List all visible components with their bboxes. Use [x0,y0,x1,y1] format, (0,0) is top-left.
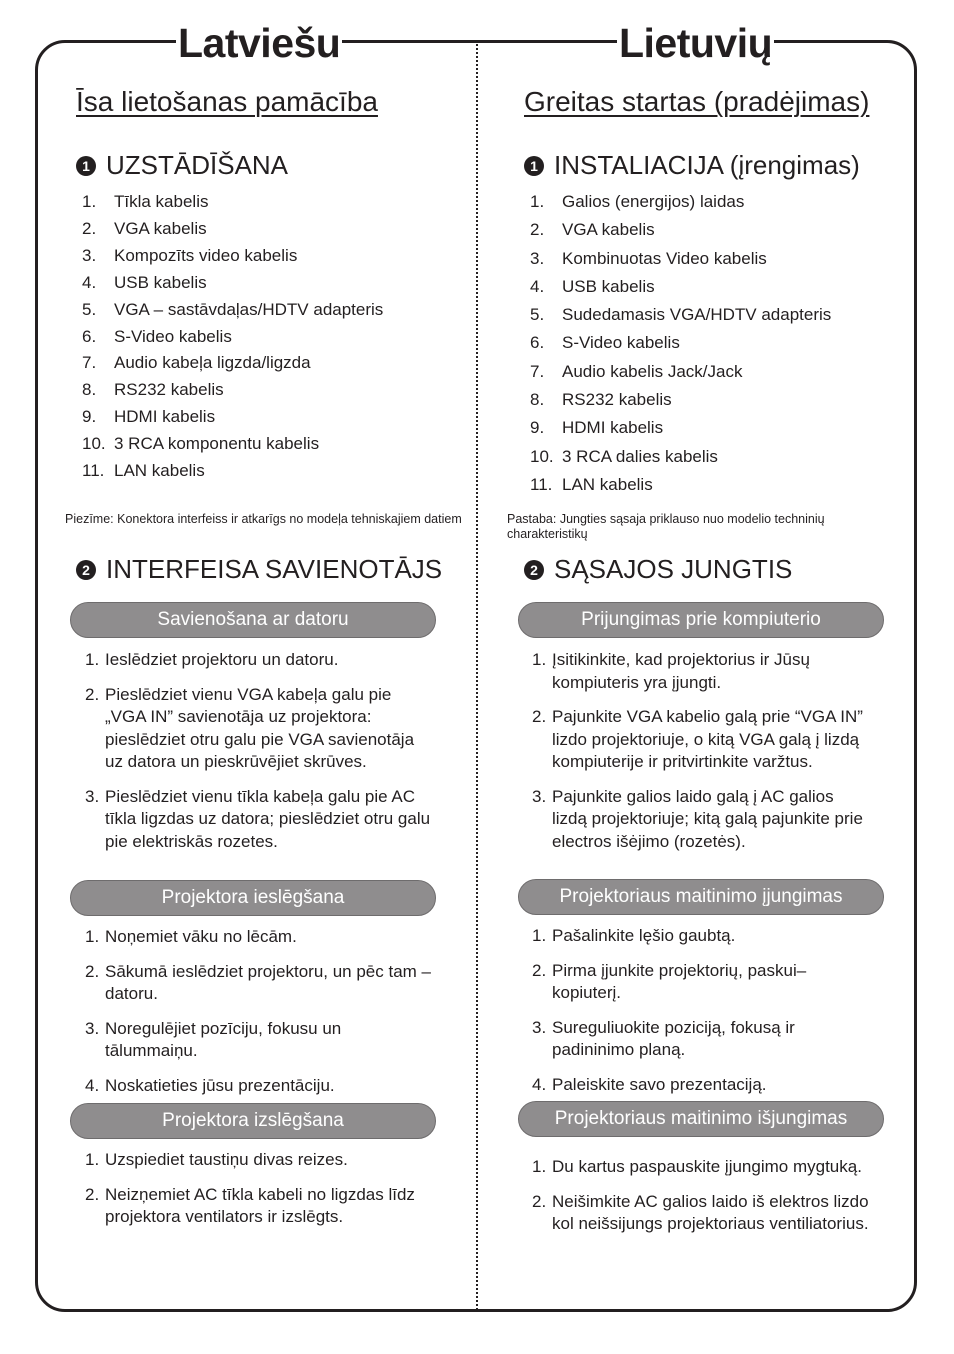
number-one-badge: 1 [524,156,544,176]
lithuanian-title: Lietuvių [619,20,773,66]
latvian-power-off-steps [85,1149,435,1229]
list-item-text: Kompozīts video kabelis [114,245,298,265]
list-item-text: Pajunkite VGA kabelio galą prie “VGA IN” lizdo projektoriuje, o kitą VGA galą į lizdą kompiuterije ir pritvirtinkite varžtus. [552,707,863,771]
list-item [82,324,383,351]
list-item-number: 9. [82,407,97,427]
list-item [530,443,831,471]
latvian-connect-steps [85,649,435,853]
list-item [532,786,872,854]
list-item [532,1191,872,1236]
latvian-title: Latviešu [178,20,341,66]
list-item [530,329,831,357]
list-item-number: 1. [85,927,100,946]
list-item [85,786,435,854]
list-item [532,649,872,694]
list-item [530,216,831,244]
list-item-text: Audio kabeļa ligzda/ligzda [114,353,311,373]
list-item-text: Audio kabelis Jack/Jack [562,361,743,381]
latvian-power-on-banner: Projektora ieslēgšana [70,880,436,916]
list-item-text: Kombinuotas Video kabelis [562,248,767,268]
latvian-setup-title: UZSTĀDĪŠANA [106,150,289,180]
latvian-note [65,512,465,527]
list-item-text: LAN kabelis [562,474,653,494]
list-item-text: Sureguliuokite poziciją, fokusą ir padininimo planą. [552,1017,795,1059]
list-item [530,301,831,329]
list-item [532,960,872,1005]
list-item-number: 3. [82,245,97,265]
list-item [82,431,383,458]
lithuanian-quick-start-heading: Greitas startas (pradėjimas) [524,86,870,117]
list-item-text: Uzspiediet taustiņu divas reizes. [105,1150,348,1169]
list-item-number: 2. [532,707,547,726]
lithuanian-connect-steps [532,649,872,853]
list-item-number: 1. [532,1157,547,1176]
latvian-quick-start-heading: Īsa lietošanas pamācība [76,86,378,117]
list-item [530,273,831,301]
list-item [85,1018,435,1063]
list-item-number: 1. [530,192,545,211]
list-item-text: Neizņemiet AC tīkla kabeli no ligzdas līdz projektora ventilators ir izslēgts. [105,1184,415,1226]
list-item [530,245,831,273]
latvian-power-on-steps [85,926,435,1097]
list-item [82,350,383,377]
latvian-cable-list [82,189,383,485]
lithuanian-note [507,512,907,542]
list-item-number: 1. [85,1150,100,1169]
list-item-number: 6. [530,333,545,353]
list-item [85,649,435,672]
list-item [82,297,383,324]
list-item-number: 1. [532,650,547,669]
list-item-number: 1. [532,926,547,945]
lithuanian-interface-heading [524,554,792,585]
list-item-number: 1. [82,192,97,211]
list-item [532,925,872,948]
list-item [85,961,435,1006]
list-item [530,386,831,414]
list-item-text: S-Video kabelis [114,326,232,346]
lithuanian-power-on-steps [532,925,872,1096]
list-item-text: HDMI kabelis [114,407,216,427]
list-item [85,1075,435,1098]
list-item-number: 6. [82,326,97,346]
latvian-setup-heading [76,150,288,181]
list-item-number: 3. [530,248,545,268]
list-item-text: RS232 kabelis [562,390,672,410]
list-item-number: 8. [82,380,97,400]
list-item [530,188,831,216]
list-item [85,926,435,949]
lithuanian-connect-computer-banner: Prijungimas prie kompiuterio [518,602,884,638]
list-item [532,1156,872,1179]
list-item-number: 5. [82,299,97,319]
list-item [85,1184,435,1229]
lithuanian-note-label: Pastaba: [507,512,557,526]
list-item-number: 4. [82,272,97,292]
number-two-badge: 2 [524,560,544,580]
list-item [82,243,383,270]
list-item-text: Tīkla kabelis [114,192,209,211]
list-item-number: 1. [85,650,100,669]
list-item-number: 2. [532,1191,547,1211]
latvian-connect-computer-banner: Savienošana ar datoru [70,602,436,638]
lithuanian-cable-list [530,188,831,499]
list-item-number: 2. [85,1184,100,1204]
list-item-text: HDMI kabelis [562,418,664,438]
list-item [82,189,383,216]
list-item-text: USB kabelis [562,276,655,296]
list-item-text: USB kabelis [114,272,207,292]
list-item-number: 7. [82,353,97,373]
number-two-badge: 2 [76,560,96,580]
list-item-text: Pieslēdziet vienu tīkla kabeļa galu pie AC tīkla ligzdas uz datora; pieslēdziet otru galu pie elektriskās rozetes. [105,786,431,851]
number-one-badge: 1 [76,156,96,176]
list-item-text: Du kartus paspauskite įjungimo mygtuką. [552,1157,862,1176]
lithuanian-power-off-banner: Projektoriaus maitinimo išjungimas [518,1101,884,1137]
list-item-text: 3 RCA komponentu kabelis [114,434,320,454]
lithuanian-power-off-steps [532,1156,872,1236]
list-item-text: Sākumā ieslēdziet projektoru, un pēc tam – datoru. [105,961,432,1003]
list-item-number: 11. [530,474,553,494]
list-item-number: 11. [82,461,105,481]
list-item-text: Įsitikinkite, kad projektorius ir Jūsų kompiuteris yra įjungti. [552,650,810,692]
list-item-text: Galios (energijos) laidas [562,192,745,211]
column-divider [476,44,478,1310]
list-item [530,471,831,499]
list-item-number: 2. [85,961,100,981]
list-item [82,270,383,297]
list-item-text: LAN kabelis [114,461,205,481]
list-item-number: 9. [530,418,545,438]
list-item-number: 3. [532,786,547,806]
lithuanian-power-on-banner: Projektoriaus maitinimo įjungimas [518,879,884,915]
list-item [85,684,435,774]
list-item-number: 3. [85,1018,100,1038]
list-item-text: 3 RCA dalies kabelis [562,446,718,466]
latvian-note-text: Konektora interfeiss ir atkarīgs no modeļa tehniskajiem datiem [117,512,462,526]
list-item-text: Noskatieties jūsu prezentāciju. [105,1075,335,1095]
list-item [82,404,383,431]
list-item [530,414,831,442]
list-item-number: 8. [530,390,545,410]
list-item-text: Neišimkite AC galios laido iš elektros lizdo kol neišsijungs projektoriaus ventiliatorius. [552,1191,869,1233]
latvian-interface-title: INTERFEISA SAVIENOTĀJS [106,554,443,584]
list-item-number: 2. [532,960,547,980]
list-item-text: Pašalinkite lęšio gaubtą. [552,926,736,945]
list-item-text: Pajunkite galios laido galą į AC galios lizdą projektoriuje; kitą galą pajunkite prie electros išėjimo (rozetės). [552,786,863,851]
list-item-text: Ieslēdziet projektoru un datoru. [105,650,339,669]
list-item-text: Noregulējiet pozīciju, fokusu un tālummaiņu. [105,1018,342,1060]
list-item-text: Pirma įjunkite projektorių, paskui–kopiuterį. [552,960,807,1002]
list-item-number: 2. [85,684,100,704]
list-item [532,1074,872,1097]
latvian-power-off-banner: Projektora izslēgšana [70,1103,436,1139]
list-item-text: Noņemiet vāku no lēcām. [105,927,297,946]
lithuanian-setup-heading [524,150,860,181]
list-item-text: S-Video kabelis [562,333,680,353]
list-item-number: 4. [532,1074,547,1094]
list-item-text: VGA kabelis [562,220,655,240]
list-item [82,458,383,485]
lithuanian-interface-title: SĄSAJOS JUNGTIS [554,554,793,584]
list-item-number: 5. [530,305,545,325]
list-item [82,377,383,404]
list-item-text: Sudedamasis VGA/HDTV adapteris [562,305,832,325]
latvian-note-label: Piezīme: [65,512,114,526]
list-item-number: 4. [530,276,545,296]
list-item-text: Paleiskite savo prezentaciją. [552,1074,767,1094]
list-item-number: 10. [530,446,554,466]
list-item [532,706,872,774]
lithuanian-note-text: Jungties sąsaja priklauso nuo modelio techninių charakteristikų [507,512,825,541]
list-item-text: VGA kabelis [114,218,207,238]
list-item-number: 4. [85,1075,100,1095]
list-item-number: 10. [82,434,106,454]
list-item-number: 2. [530,220,545,240]
list-item [530,358,831,386]
list-item-number: 3. [532,1017,547,1037]
list-item [532,1017,872,1062]
list-item-text: Pieslēdziet vienu VGA kabeļa galu pie „VGA IN” savienotāja uz projektora: pieslēdziet otru galu pie VGA savienotāja uz datora un pieskrūvējiet skrūves. [105,684,415,771]
lithuanian-setup-title: INSTALIACIJA (įrengimas) [554,150,860,180]
list-item-number: 7. [530,361,545,381]
list-item [82,216,383,243]
list-item-text: RS232 kabelis [114,380,224,400]
list-item-number: 2. [82,218,97,238]
list-item-number: 3. [85,786,100,806]
list-item [85,1149,435,1172]
latvian-interface-heading [76,554,442,585]
list-item-text: VGA – sastāvdaļas/HDTV adapteris [114,299,384,319]
